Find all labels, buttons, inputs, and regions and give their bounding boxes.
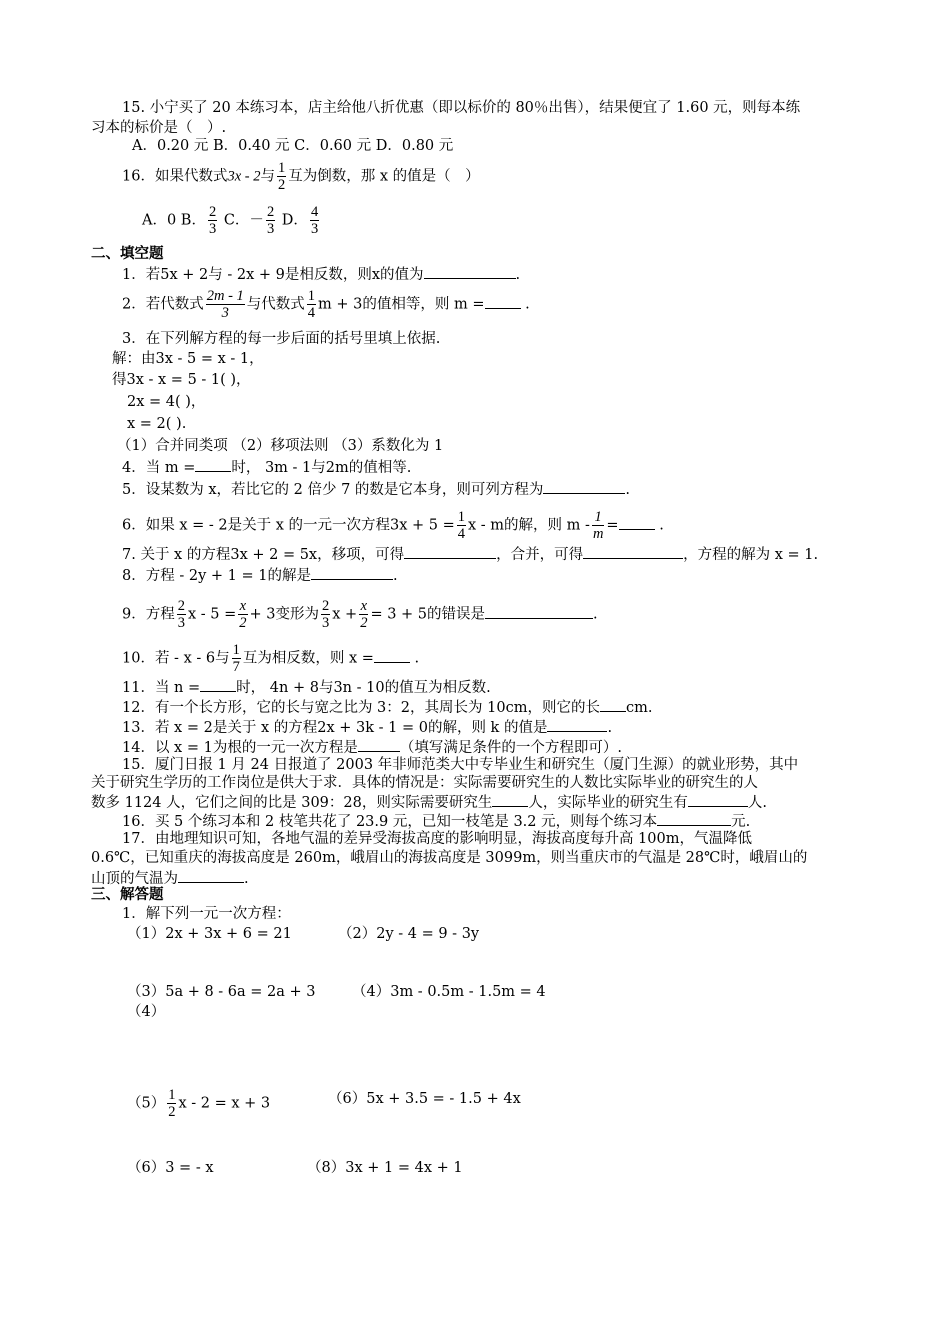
solve-eq-6: （6）5x + 3.5 = - 1.5 + 4x (328, 1091, 521, 1107)
fill-q6-fraction-2: $\frac{1}{m}$ (592, 509, 604, 542)
fill-q17-line3: 山顶的气温为 . (91, 868, 249, 888)
fill-q14: 14．以 x = 1为根的一元一次方程是 （填写满足条件的一个方程即可）. (122, 737, 622, 757)
fill-q9-fraction-1: $\frac{2}{3}$ (177, 598, 185, 631)
fill-q15-line1: 15．厦门日报 1 月 24 日报道了 2003 年非师范类大中专毕业生和研究生（厦门生源）的就业形势，其中 (122, 757, 799, 773)
fill-q9-fraction-3: $\frac{2}{3}$ (322, 598, 330, 631)
fill-q2-blank[interactable] (485, 294, 521, 309)
fill-q12-blank[interactable] (600, 697, 626, 712)
fill-q4-blank[interactable] (195, 457, 231, 472)
fill-q6: 6．如果 x = - 2是关于 x 的一元一次方程3x + 5 = $\frac{1}{4}$ x - m的解，则 m - $\frac{1}{m}$ = . (122, 509, 664, 542)
fill-q10-fraction: $\frac{1}{7}$ (232, 642, 240, 675)
q16-option-b-fraction: $\frac{2}{3}$ (208, 204, 217, 237)
fill-q9-fraction-4: $\frac{x}{2}$ (360, 598, 368, 631)
fill-q17-line2: 0.6℃，已知重庆的海拔高度是 260m，峨眉山的海拔高度是 3099m，则当重庆市的气温是 28℃时，峨眉山的 (91, 850, 808, 866)
fill-q17-blank[interactable] (178, 868, 244, 883)
fill-q14-blank[interactable] (358, 737, 400, 752)
fill-q3-step3: 2x = 4( )， (127, 394, 206, 410)
fill-q9-fraction-2: $\frac{x}{2}$ (239, 598, 247, 631)
fill-q3: 3．在下列解方程的每一步后面的括号里填上依据. (122, 331, 441, 347)
solve-eq-4-label: （4） (127, 1004, 166, 1020)
fill-q4: 4．当 m = 时， 3m - 1与2m的值相等. (122, 457, 411, 477)
q15-options: A．0.20 元 B．0.40 元 C．0.60 元 D．0.80 元 (132, 138, 454, 154)
fill-q7: 7. 关于 x 的方程3x + 2 = 5x，移项，可得 ，合并，可得 ，方程的解为 x = 1. (122, 544, 818, 564)
fill-q7-blank-1[interactable] (404, 544, 496, 559)
fill-q15-blank-2[interactable] (688, 792, 748, 807)
fill-q5: 5．设某数为 x，若比它的 2 倍少 7 的数是它本身，则可列方程为 . (122, 479, 630, 499)
q16-line: 16．如果代数式3x - 2与 $\frac{1}{2}$ 互为倒数，那 x 的值是（ ） (122, 160, 480, 193)
fill-q3-step1: 解：由3x - 5 = x - 1， (112, 351, 264, 367)
section-2-title: 二、填空题 (91, 245, 164, 262)
fill-q10: 10．若 - x - 6与 $\frac{1}{7}$ 互为相反数，则 x = . (122, 642, 420, 675)
fill-q8-blank[interactable] (311, 565, 393, 580)
solve-eq-5-fraction: $\frac{1}{2}$ (168, 1087, 176, 1120)
fill-q13-blank[interactable] (547, 717, 607, 732)
fill-q15-line3: 数多 1124 人，它们之间的比是 309：28，则实际需要研究生 人，实际毕业的研究生有 人. (91, 792, 767, 812)
fill-q8: 8．方程 - 2y + 1 = 1的解是 . (122, 565, 398, 585)
fill-q6-fraction-1: $\frac{1}{4}$ (457, 509, 466, 542)
q16-options: A．0 B． $\frac{2}{3}$ C．－ $\frac{2}{3}$ D． $\frac{4}{3}$ (142, 204, 319, 237)
fill-q3-options: （1）合并同类项 （2）移项法则 （3）系数化为 1 (117, 438, 444, 454)
q16-option-c-fraction: $\frac{2}{3}$ (266, 204, 275, 237)
q16-option-d-fraction: $\frac{4}{3}$ (310, 204, 319, 237)
q15-line2: 习本的标价是（ ）. (91, 120, 227, 136)
q15-line1: 15. 小宁买了 20 本练习本，店主给他八折优惠（即以标价的 80％出售），结果便宜了 1.60 元，则每本练 (122, 100, 801, 116)
solve-eq-1: （1）2x + 3x + 6 = 21 (127, 926, 292, 942)
solve-eq-5: （5） $\frac{1}{2}$ x - 2 = x + 3 (127, 1087, 271, 1120)
fill-q15-line2: 关于研究生学历的工作岗位是供大于求．具体的情况是：实际需要研究生的人数比实际毕业的研究生的人 (91, 775, 758, 791)
fill-q16: 16．买 5 个练习本和 2 枝笔共花了 23.9 元，已知一枝笔是 3.2 元，则每个练习本 元. (122, 811, 750, 831)
solve-eq-7: （6）3 = - x (127, 1160, 214, 1176)
fill-q17-line1: 17．由地理知识可知，各地气温的差异受海拔高度的影响明显，海拔高度每升高 100m，气温降低 (122, 831, 752, 847)
fill-q13: 13．若 x = 2是关于 x 的方程2x + 3k - 1 = 0的解，则 k 的值是 . (122, 717, 612, 737)
solve-eq-8: （8）3x + 1 = 4x + 1 (307, 1160, 463, 1176)
fill-q9: 9．方程 $\frac{2}{3}$ x - 5 = $\frac{x}{2}$ + 3变形为 $\frac{2}{3}$ x + $\frac{x}{2}$ = 3 + 5的错误是 . (122, 598, 598, 631)
section-3-title: 三、解答题 (91, 886, 164, 903)
fill-q1: 1．若5x + 2与 - 2x + 9是相反数，则x的值为 . (122, 264, 520, 284)
solve-eq-3: （3）5a + 8 - 6a = 2a + 3 (127, 984, 316, 1000)
fill-q3-step2: 得3x - x = 5 - 1( )， (112, 372, 251, 388)
fill-q3-step4: x = 2( ). (127, 416, 187, 432)
fill-q2-fraction-1: $\frac{2m - 1}{3}$ (206, 288, 244, 321)
fill-q16-blank[interactable] (657, 811, 731, 826)
solve-eq-2: （2）2y - 4 = 9 - 3y (338, 926, 480, 942)
fill-q12: 12．有一个长方形，它的长与宽之比为 3：2，其周长为 10cm，则它的长 cm. (122, 697, 652, 717)
solve-intro: 1．解下列一元一次方程： (122, 906, 291, 922)
fill-q5-blank[interactable] (543, 479, 625, 494)
fill-q1-blank[interactable] (424, 264, 516, 279)
fill-q11-blank[interactable] (200, 677, 236, 692)
fill-q7-blank-2[interactable] (583, 544, 683, 559)
fill-q6-blank[interactable] (619, 515, 655, 530)
fill-q11: 11．当 n = 时， 4n + 8与3n - 10的值互为相反数. (122, 677, 491, 697)
fill-q2: 2．若代数式 $\frac{2m - 1}{3}$ 与代数式 $\frac{1}{4}$ m + 3的值相等，则 m = . (122, 288, 530, 321)
solve-eq-4: （4）3m - 0.5m - 1.5m = 4 (352, 984, 546, 1000)
fill-q10-blank[interactable] (374, 648, 410, 663)
fill-q15-blank-1[interactable] (492, 792, 528, 807)
q16-fraction: $\frac{1}{2}$ (277, 160, 286, 193)
fill-q9-blank[interactable] (485, 604, 593, 619)
fill-q2-fraction-2: $\frac{1}{4}$ (307, 288, 316, 321)
q16-expr: 3x - 2 (227, 168, 261, 185)
